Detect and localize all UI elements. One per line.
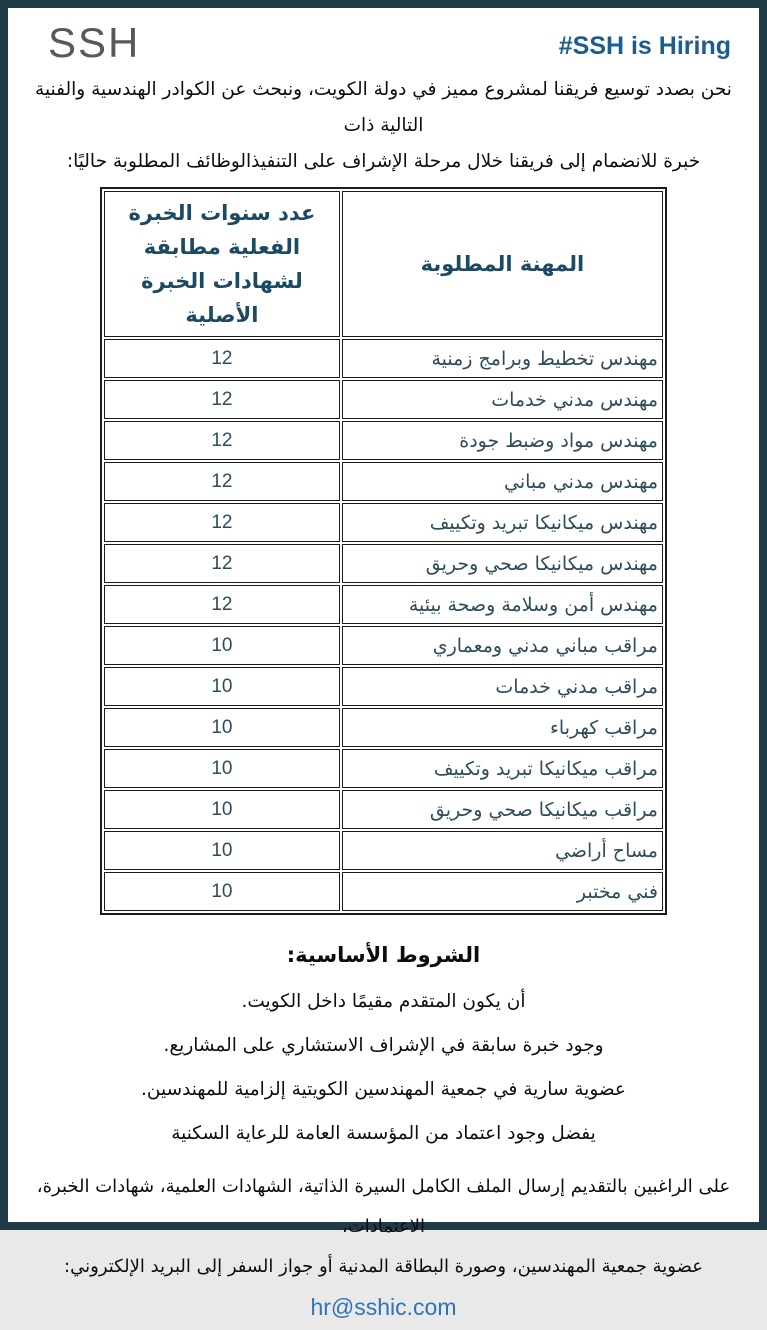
hiring-hashtag: #SSH is Hiring bbox=[558, 32, 731, 60]
table-row bbox=[104, 790, 663, 829]
header-profession: المهنة المطلوبة bbox=[342, 191, 663, 337]
table-row bbox=[104, 380, 663, 419]
profession-cell: مساح أراضي bbox=[342, 831, 663, 870]
profession-cell: مهندس ميكانيكا تبريد وتكييف bbox=[342, 503, 663, 542]
table-row bbox=[104, 339, 663, 378]
table-row bbox=[104, 462, 663, 501]
table-row bbox=[104, 626, 663, 665]
intro-paragraph bbox=[8, 72, 759, 180]
years-cell: 12 bbox=[104, 421, 340, 460]
intro-line-2: خبرة للانضمام إلى فريقنا خلال مرحلة الإشراف على التنفيذالوظائف المطلوبة حاليًا: bbox=[66, 151, 701, 173]
email-link[interactable]: hr@sshic.com bbox=[310, 1294, 457, 1321]
table-row bbox=[104, 503, 663, 542]
years-cell: 10 bbox=[104, 831, 340, 870]
conditions-title: الشروط الأساسية: bbox=[286, 943, 481, 968]
conditions-section bbox=[8, 943, 759, 1144]
profession-cell: فني مختبر bbox=[342, 872, 663, 911]
header-bar bbox=[8, 8, 759, 66]
table-row bbox=[104, 585, 663, 624]
profession-cell: مهندس مدني خدمات bbox=[342, 380, 663, 419]
years-cell: 12 bbox=[104, 544, 340, 583]
years-cell: 10 bbox=[104, 708, 340, 747]
years-cell: 12 bbox=[104, 503, 340, 542]
ssh-logo: SSH bbox=[48, 19, 141, 66]
condition-item: يفضل وجود اعتماد من المؤسسة العامة للرعاية السكنية bbox=[171, 1123, 596, 1145]
table-row bbox=[104, 749, 663, 788]
years-cell: 10 bbox=[104, 872, 340, 911]
condition-item: عضوية سارية في جمعية المهندسين الكويتية إلزامية للمهندسين. bbox=[141, 1079, 626, 1101]
years-cell: 10 bbox=[104, 626, 340, 665]
footer-line-2: عضوية جمعية المهندسين، وصورة البطاقة المدنية أو جواز السفر إلى البريد الإلكتروني: bbox=[64, 1256, 703, 1278]
table-row bbox=[104, 708, 663, 747]
years-cell: 12 bbox=[104, 462, 340, 501]
application-instructions bbox=[8, 1167, 759, 1330]
profession-cell: مهندس أمن وسلامة وصحة بيئية bbox=[342, 585, 663, 624]
header-years: عدد سنوات الخبرة الفعلية مطابقة لشهادات الخبرة الأصلية bbox=[104, 191, 340, 337]
table-row bbox=[104, 544, 663, 583]
years-cell: 10 bbox=[104, 749, 340, 788]
profession-cell: مهندس مواد وضبط جودة bbox=[342, 421, 663, 460]
years-cell: 10 bbox=[104, 790, 340, 829]
condition-item: أن يكون المتقدم مقيمًا داخل الكويت. bbox=[241, 991, 526, 1013]
profession-cell: مهندس تخطيط وبرامج زمنية bbox=[342, 339, 663, 378]
years-cell: 12 bbox=[104, 585, 340, 624]
profession-cell: مهندس ميكانيكا صحي وحريق bbox=[342, 544, 663, 583]
footer-line-1: على الراغبين بالتقديم إرسال الملف الكامل السيرة الذاتية، الشهادات العلمية، شهادات الخبرة، الاعتمادات، bbox=[36, 1176, 731, 1238]
years-cell: 10 bbox=[104, 667, 340, 706]
condition-item: وجود خبرة سابقة في الإشراف الاستشاري على المشاريع. bbox=[163, 1035, 604, 1057]
jobs-table bbox=[100, 187, 667, 915]
years-cell: 12 bbox=[104, 339, 340, 378]
profession-cell: مراقب ميكانيكا صحي وحريق bbox=[342, 790, 663, 829]
table-header-row bbox=[104, 191, 663, 337]
table-row bbox=[104, 831, 663, 870]
intro-line-1: نحن بصدد توسيع فريقنا لمشروع مميز في دولة الكويت، ونبحث عن الكوادر الهندسية والفنية التالية ذات bbox=[35, 79, 732, 137]
table-row bbox=[104, 421, 663, 460]
profession-cell: مراقب مدني خدمات bbox=[342, 667, 663, 706]
profession-cell: مراقب مباني مدني ومعماري bbox=[342, 626, 663, 665]
profession-cell: مراقب كهرباء bbox=[342, 708, 663, 747]
profession-cell: مراقب ميكانيكا تبريد وتكييف bbox=[342, 749, 663, 788]
table-row bbox=[104, 872, 663, 911]
table-row bbox=[104, 667, 663, 706]
profession-cell: مهندس مدني مباني bbox=[342, 462, 663, 501]
years-cell: 12 bbox=[104, 380, 340, 419]
